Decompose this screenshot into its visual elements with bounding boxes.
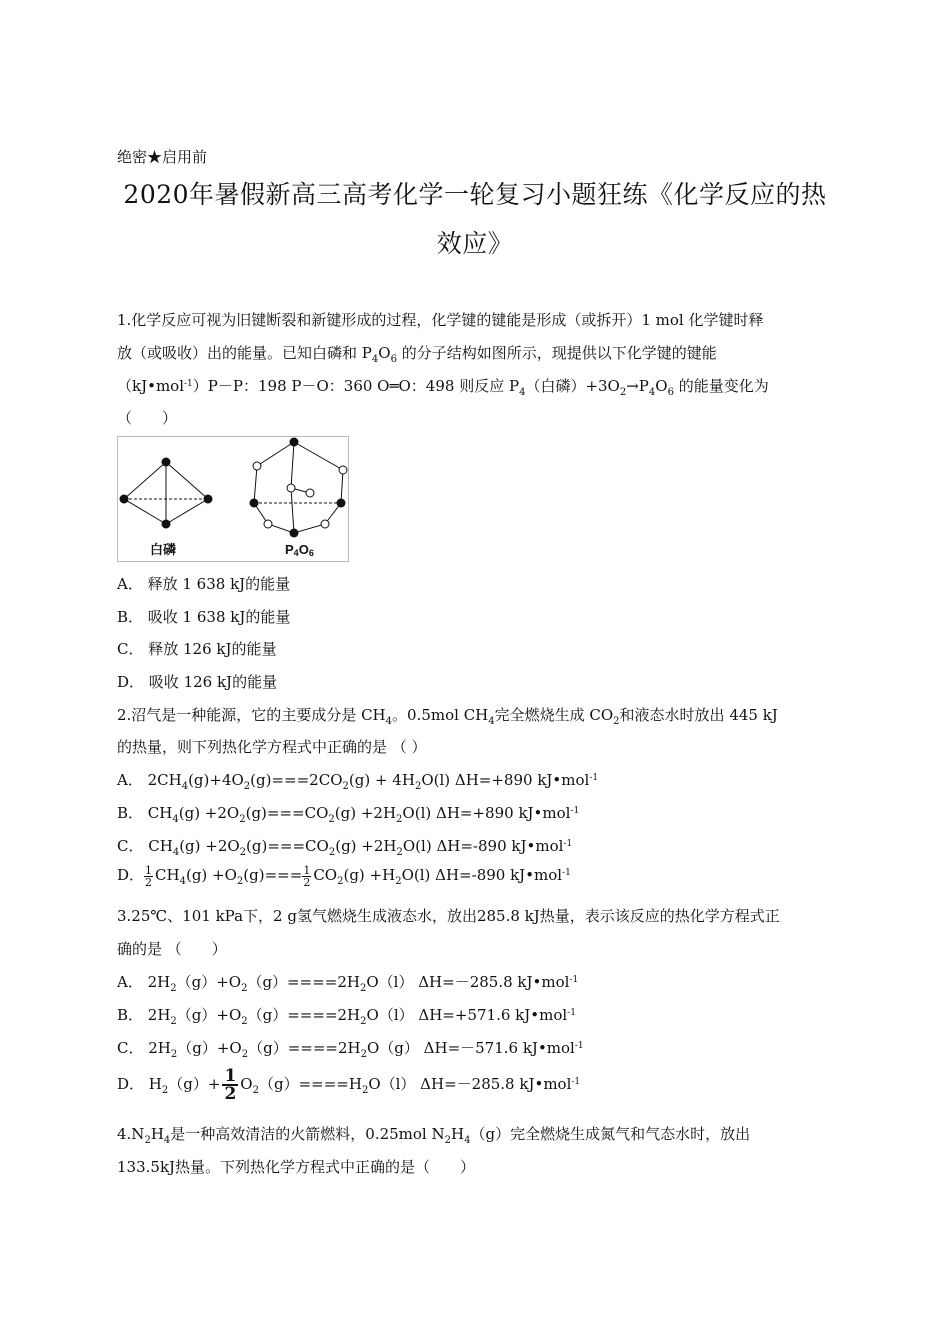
q2-option-c[interactable]: C． $CH_4(g) +2O_2(g)===CO_2(g) +2H_2O(l)$ ΔH=-890 kJ•mol$^{-1}$ [117, 837, 573, 858]
q3-line1: 3.25℃、101 kPa下，2 g氢气燃烧生成液态水，放出285.8 kJ热量，表示该反应的热化学方程式正 [117, 907, 780, 925]
q3-option-c[interactable]: C． $2H_2(g)+O_2(g)====2H_2O(g)$ ΔH=－571.6 kJ•mol$^{-1}$ [117, 1039, 584, 1060]
fraction-half: $\frac{1}{2}$ [303, 863, 311, 889]
molecule-structure-svg [117, 436, 349, 562]
q3-option-b[interactable]: B． $2H_2(g)+O_2(g)====2H_2O(l)$ ΔH=+571.6 kJ•mol$^{-1}$ [117, 1006, 576, 1027]
page-title-line2: 效应》 [436, 229, 514, 258]
q3-option-a[interactable]: A． $2H_2(g)+O_2(g)====2H_2O(l)$ ΔH=－285.8 kJ•mol$^{-1}$ [117, 973, 579, 994]
p4o6-atoms [250, 438, 348, 538]
q2-option-b[interactable]: B． $CH_4(g) +2O_2(g)===CO_2(g) +2H_2O(l)$ ΔH=+890 kJ•mol$^{-1}$ [117, 804, 580, 825]
page-title-line1: 2020年暑假新高三高考化学一轮复习小题狂练《化学反应的热 [123, 180, 827, 209]
q4-line2: 133.5kJ热量。下列热化学方程式中正确的是（ ） [117, 1158, 476, 1176]
q1-line4: （ ） [117, 409, 178, 427]
q1-option-b[interactable]: B． 吸收 1 638 kJ的能量 [117, 608, 291, 626]
q1-option-a[interactable]: A． 释放 1 638 kJ的能量 [117, 575, 291, 593]
q1-line3: （kJ•mol$^{-1}$）P－P：198 P－O：360 O═O：498 则反应 $P_4$（白磷）$+3O_2\to P_4O_6$ 的能量变化为 [117, 377, 769, 398]
fraction-half: $\frac{1}{2}$ [145, 863, 153, 889]
q3-line2: 确的是 （ ） [117, 940, 227, 958]
white-phosphorus-diagram [124, 462, 208, 524]
label-p4o6: P4O6 [285, 542, 314, 558]
q1-option-d[interactable]: D． 吸收 126 kJ的能量 [117, 673, 278, 691]
molecule-figure [117, 436, 349, 562]
q1-line1: 1.化学反应可视为旧键断裂和新键形成的过程，化学键的键能是形成（或拆开）1 mol 化学键时释 [117, 311, 764, 329]
q2-line1: 2.沼气是一种能源，它的主要成分是 $CH_4$。0.5mol $CH_4$完全燃烧生成 $CO_2$和液态水时放出 445 kJ [117, 706, 778, 727]
q2-line2: 的热量，则下列热化学方程式中正确的是 （ ） [117, 738, 427, 756]
q4-line1: $4.N_2H_4$是一种高效清洁的火箭燃料，0.25mol $N_2H_4(g)$完全燃烧生成氮气和气态水时，放出 [117, 1125, 751, 1146]
secret-label: 绝密★启用前 [117, 148, 208, 166]
label-white-phosphorus: 白磷 [150, 542, 177, 557]
fraction-half-large: $\frac{1}{2}$ [224, 1066, 237, 1104]
q1-line2: 放（或吸收）出的能量。已知白磷和 $P_4O_6$ 的分子结构如图所示，现提供以下化学键的键能 [117, 344, 717, 365]
q3-option-d[interactable]: D． $H_2(g)+$ $\frac{1}{2}$ $O_2(g)====H_2O(l)$ ΔH=－285.8 kJ•mol$^{-1}$ [117, 1066, 581, 1104]
q2-option-d[interactable]: D． $\frac{1}{2}$ $CH_4(g) +O_2(g)===$ $\frac{1}{2}$ $CO_2(g) +H_2O(l)$ ΔH=-890 kJ•mol$^{-1}$ [117, 863, 571, 889]
p4o6-diagram [254, 442, 343, 533]
q2-option-a[interactable]: A． $2CH_4(g)+4O_2(g)===2CO_2(g) + 4H_2O(l)$ ΔH=+890 kJ•mol$^{-1}$ [117, 771, 599, 792]
q1-option-c[interactable]: C． 释放 126 kJ的能量 [117, 640, 277, 658]
